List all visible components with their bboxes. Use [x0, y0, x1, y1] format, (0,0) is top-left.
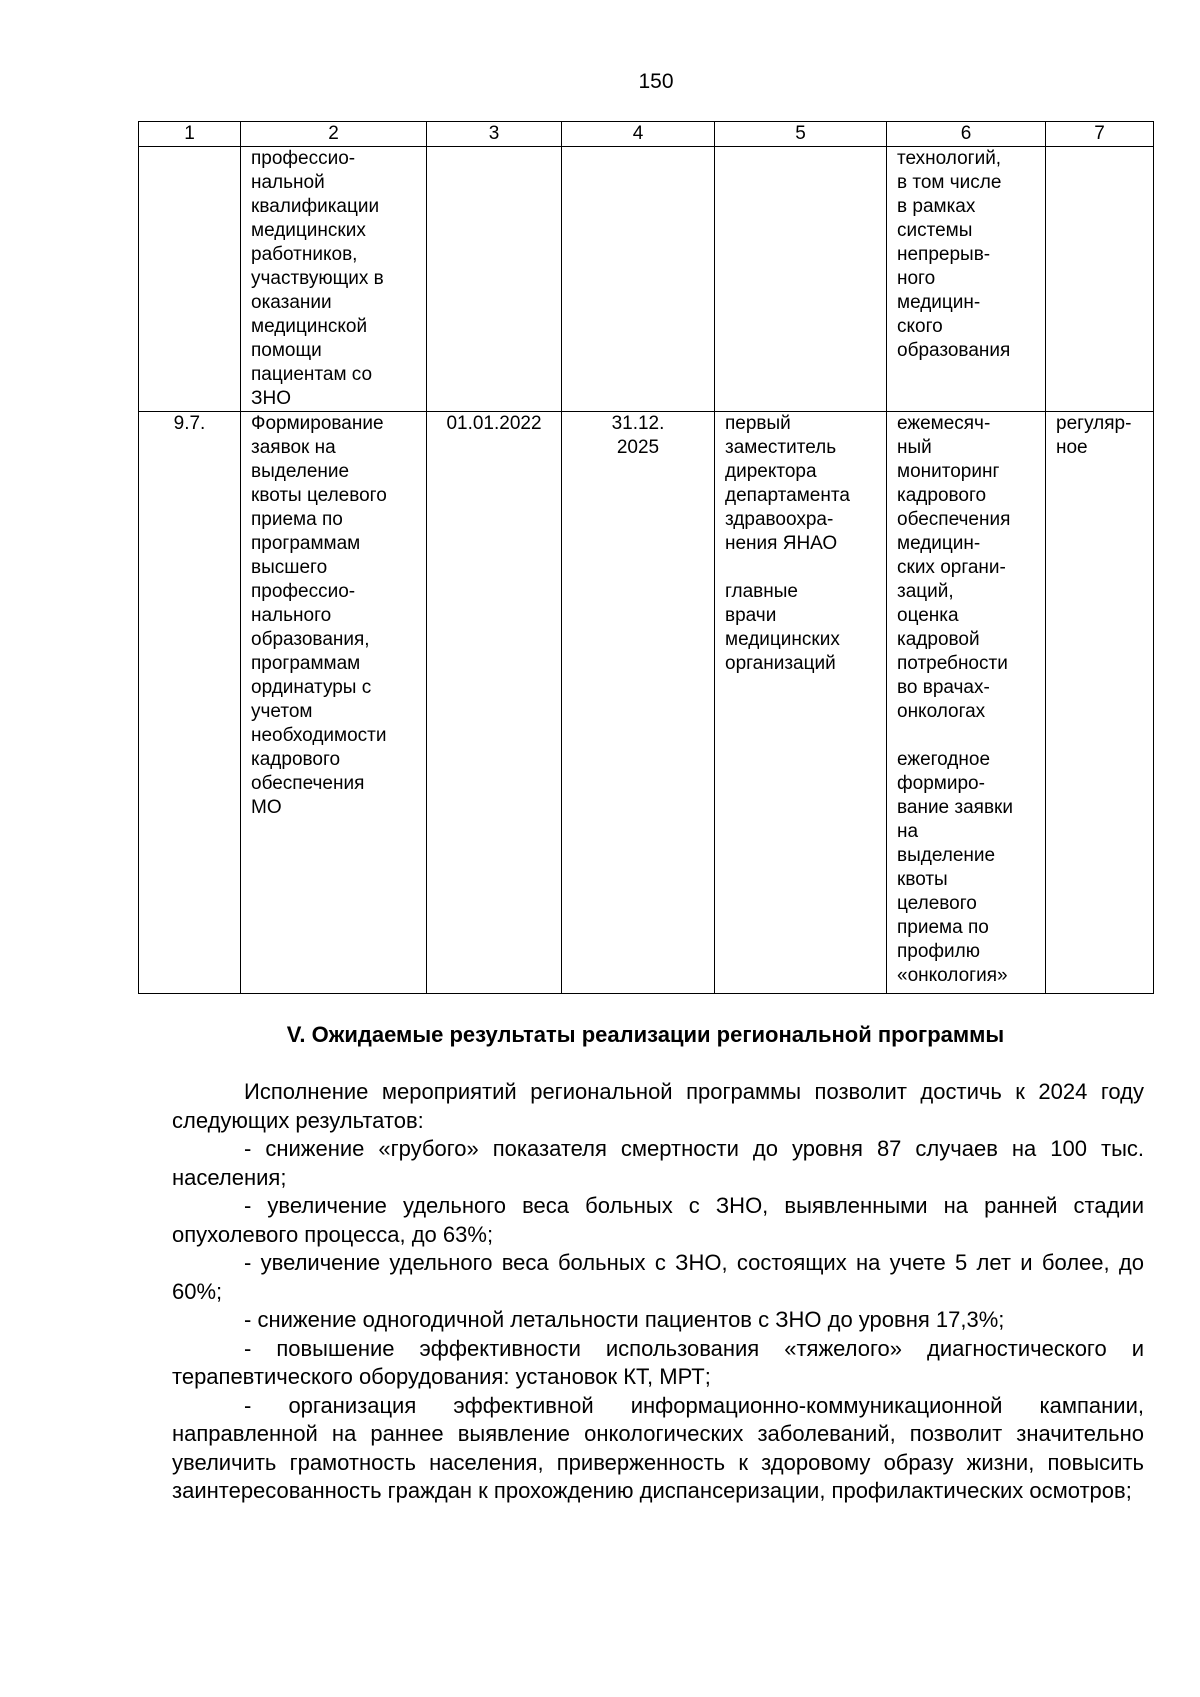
column-header: 4: [562, 122, 715, 147]
table-header-row: [139, 122, 1154, 147]
cell-start-date: [427, 147, 562, 412]
cell-end-date: 31.12. 2025: [562, 412, 715, 994]
paragraph: - увеличение удельного веса больных с ЗНО, состоящих на учете 5 лет и более, до 60%;: [172, 1250, 1144, 1304]
cell-end-date: [562, 147, 715, 412]
cell-activity-name: профессио- нальной квалификации медицинских работников, участвующих в оказании медицинской помощи пациентам со ЗНО: [241, 147, 427, 412]
paragraph: - снижение одногодичной летальности пациентов с ЗНО до уровня 17,3%;: [244, 1307, 1005, 1332]
activities-table: [138, 121, 1154, 994]
section-title: V. Ожидаемые результаты реализации региональной программы: [286, 1022, 1005, 1047]
table-row: [139, 412, 1154, 994]
column-header: 3: [427, 122, 562, 147]
column-header: 7: [1046, 122, 1154, 147]
paragraph: Исполнение мероприятий региональной программы позволит достичь к 2024 году следующих результатов:: [172, 1079, 1144, 1133]
cell-type: регуляр- ное: [1046, 412, 1154, 994]
paragraph: - повышение эффективности использования «тяжелого» диагностического и терапевтического оборудования: установок КТ, МРТ;: [172, 1335, 1144, 1389]
cell-responsible: первый заместитель директора департамента здравоохра- нения ЯНАО главные врачи медицинских организаций: [715, 412, 887, 994]
cell-number: [139, 147, 241, 412]
column-header: 5: [715, 122, 887, 147]
cell-result: ежемесяч- ный мониторинг кадрового обеспечения медицин- ских органи- заций, оценка кадровой потребности во врачах- онкологах ежегодное формиро- вание заявки на выделение квоты целевого приема по профилю «онкология»: [887, 412, 1046, 994]
column-header: 6: [887, 122, 1046, 147]
cell-type: [1046, 147, 1154, 412]
cell-result: технологий, в том числе в рамках системы непрерыв- ного медицин- ского образования: [887, 147, 1046, 412]
cell-responsible: [715, 147, 887, 412]
column-header: 2: [241, 122, 427, 147]
section-body: [172, 1078, 1144, 1506]
paragraph: - организация эффективной информационно-коммуникационной кампании, направленной на раннее выявление онкологических заболеваний, позволит значительно увеличить грамотность населения, приверженность к здоровому образу жизни, повысить заинтересованность граждан к прохождению диспансеризации, профилактических осмотров;: [172, 1392, 1144, 1503]
cell-start-date: 01.01.2022: [427, 412, 562, 994]
paragraph: - увеличение удельного веса больных с ЗНО, выявленными на ранней стадии опухолевого процесса, до 63%;: [172, 1193, 1144, 1247]
cell-activity-name: Формирование заявок на выделение квоты целевого приема по программам высшего профессио- нального образования, программам ординатуры с учетом необходимости кадрового обеспечения МО: [241, 412, 427, 994]
cell-number: 9.7.: [139, 412, 241, 994]
table-row: [139, 147, 1154, 412]
paragraph: - снижение «грубого» показателя смертности до уровня 87 случаев на 100 тыс. населения;: [172, 1136, 1144, 1190]
column-header: 1: [139, 122, 241, 147]
page-number: 150: [638, 70, 674, 93]
